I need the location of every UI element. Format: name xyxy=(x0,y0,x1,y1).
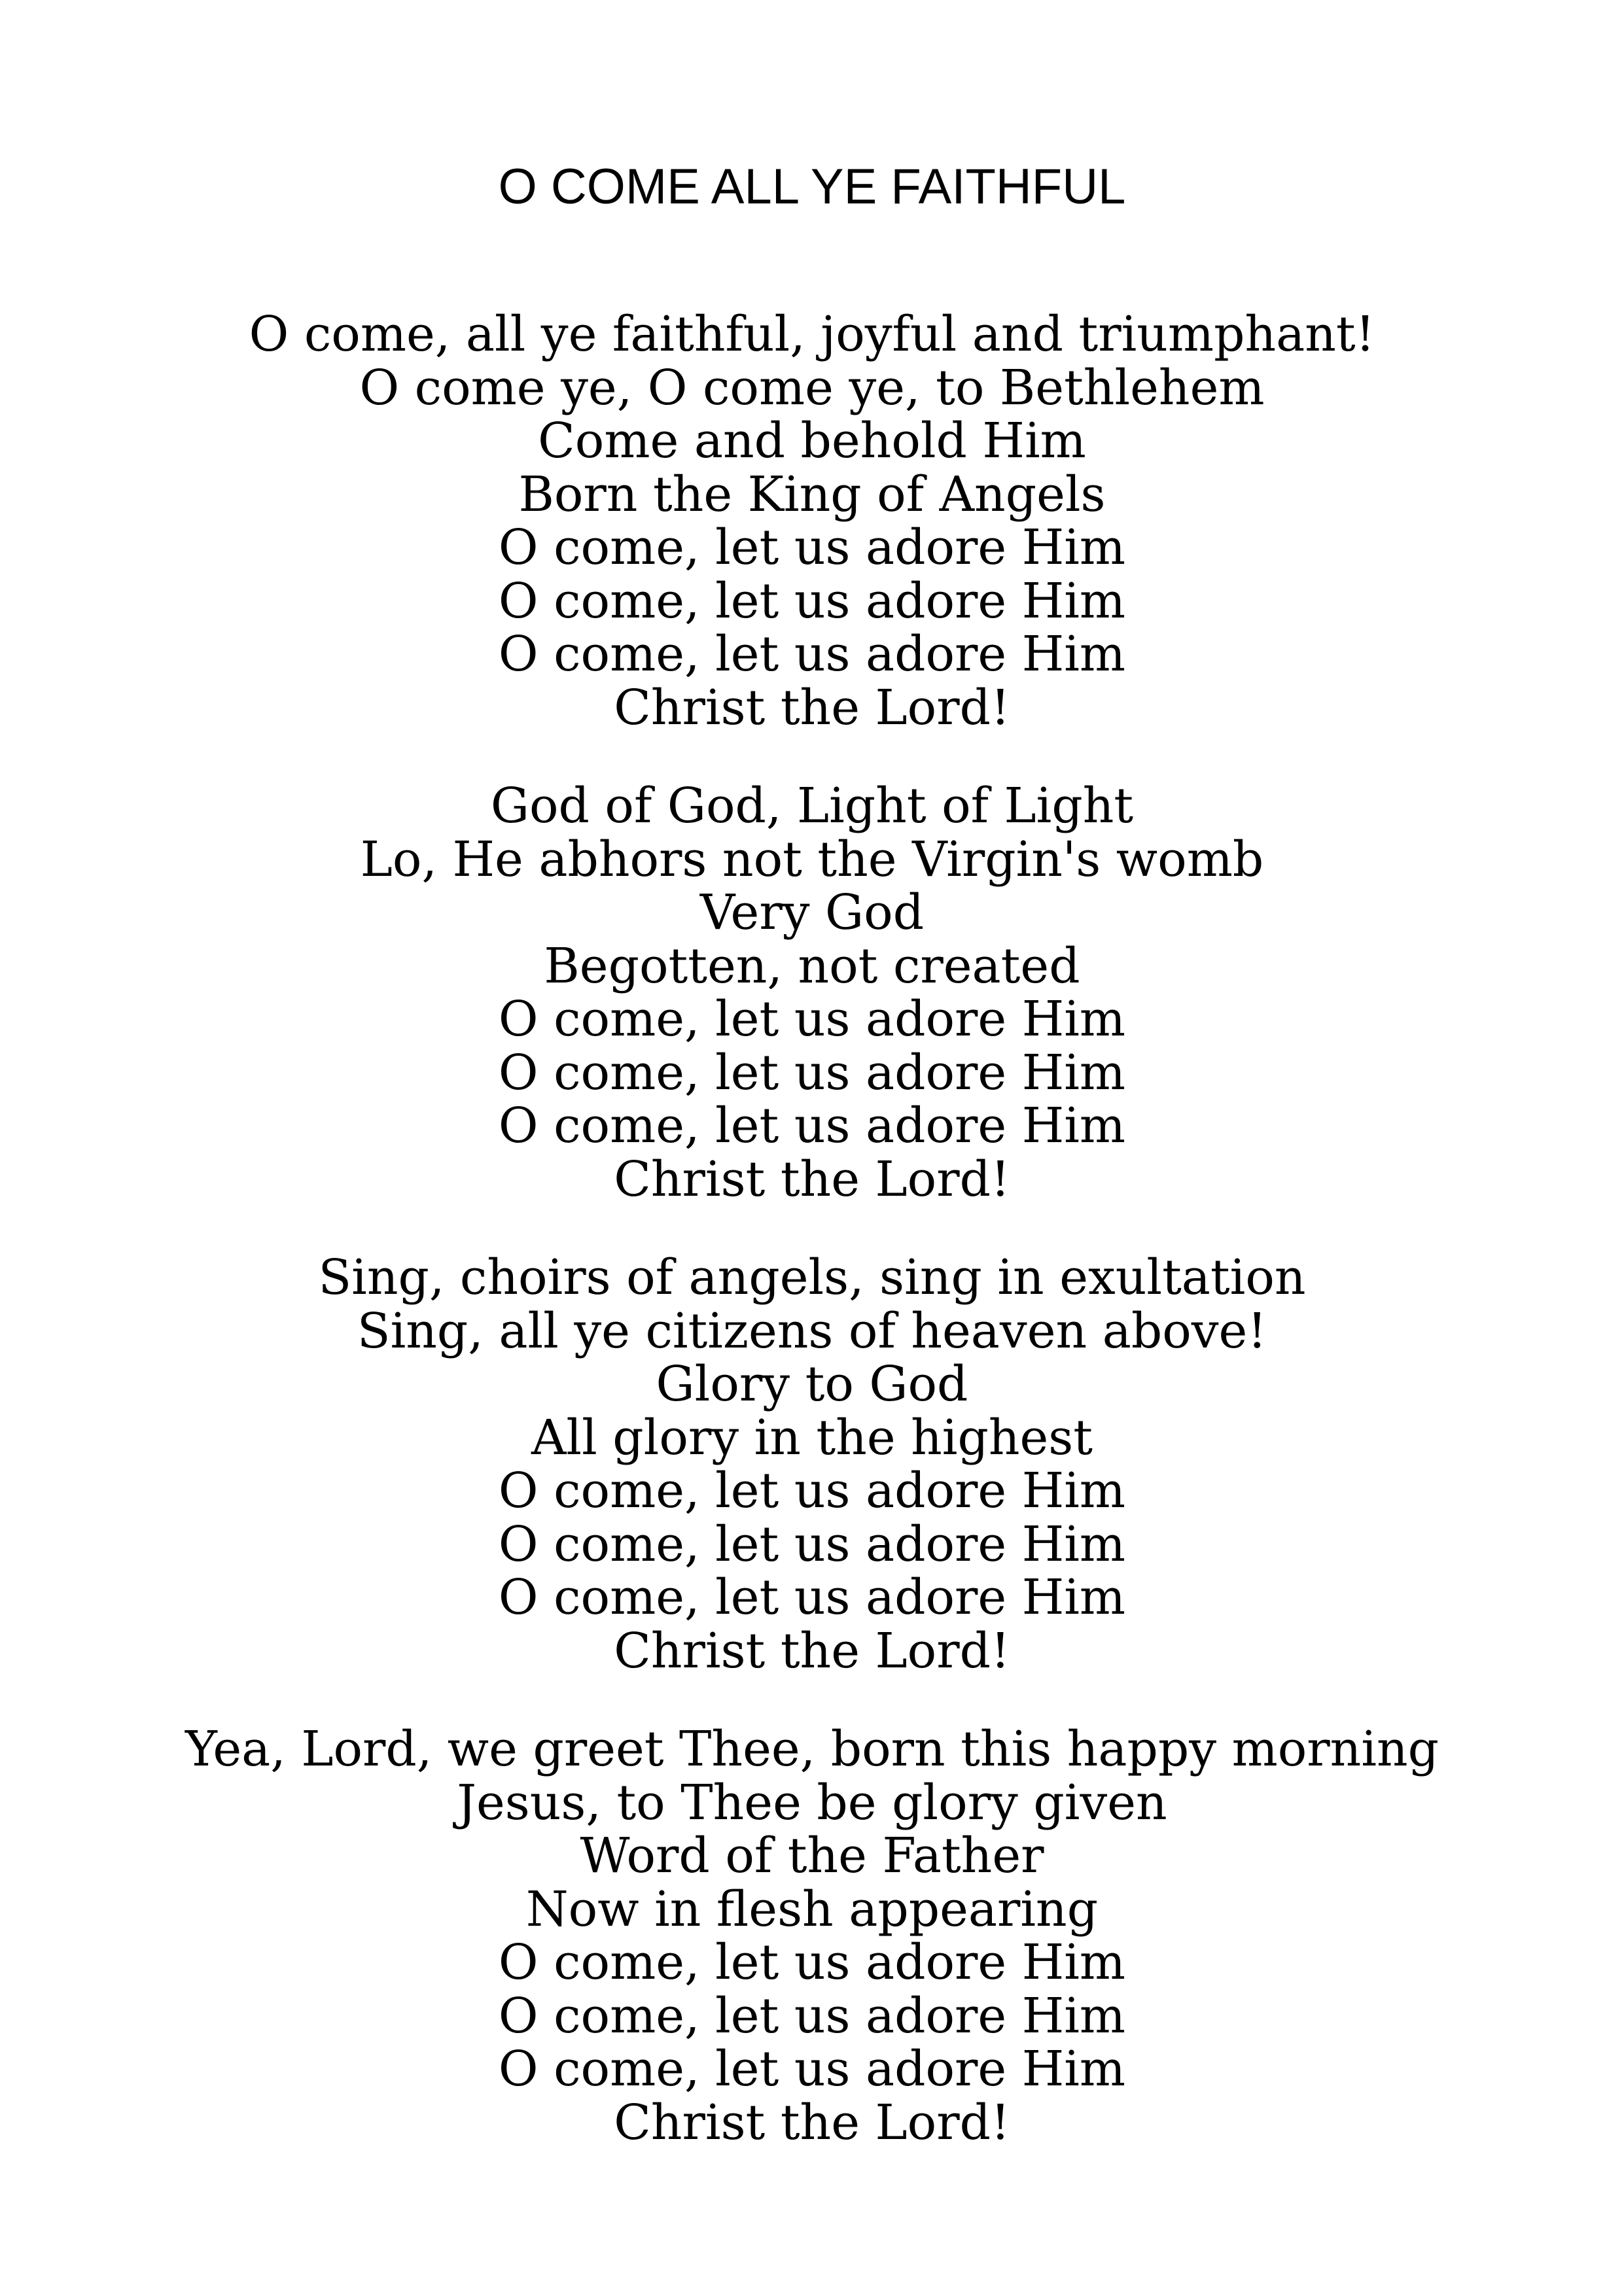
verse-1 xyxy=(0,308,1624,735)
lyric-line: Come and behold Him xyxy=(538,413,1086,469)
lyric-line: Very God xyxy=(699,884,925,941)
lyric-line: Christ the Lord! xyxy=(614,1622,1010,1679)
lyric-line: Jesus, to Thee be glory given xyxy=(457,1774,1167,1831)
lyric-line: Word of the Father xyxy=(580,1828,1044,1884)
lyric-line: O come, let us adore Him xyxy=(498,991,1126,1047)
lyric-line: Begotten, not created xyxy=(544,937,1080,994)
lyric-line: O come, all ye faithful, joyful and triumphant! xyxy=(249,306,1375,362)
lyric-line: Now in flesh appearing xyxy=(525,1881,1099,1938)
lyric-line: Yea, Lord, we greet Thee, born this happy morning xyxy=(185,1721,1439,1777)
lyric-line: Sing, choirs of angels, sing in exultation xyxy=(318,1249,1306,1306)
lyric-line: Born the King of Angels xyxy=(518,466,1106,523)
lyric-line: O come, let us adore Him xyxy=(498,1569,1126,1626)
song-title: O COME ALL YE FAITHFUL xyxy=(498,159,1126,215)
lyric-line: O come, let us adore Him xyxy=(498,1098,1126,1154)
lyric-line: Christ the Lord! xyxy=(614,2094,1010,2151)
lyric-line: Sing, all ye citizens of heaven above! xyxy=(357,1302,1267,1359)
verse-3 xyxy=(0,1251,1624,1678)
lyric-line: O come ye, O come ye, to Bethlehem xyxy=(359,359,1265,416)
lyric-line: O come, let us adore Him xyxy=(498,1934,1126,1991)
lyric-line: Lo, He abhors not the Virgin's womb xyxy=(360,831,1264,888)
lyric-line: O come, let us adore Him xyxy=(498,572,1126,629)
lyric-line: O come, let us adore Him xyxy=(498,1987,1126,2044)
lyric-line: God of God, Light of Light xyxy=(490,778,1134,834)
lyric-line: O come, let us adore Him xyxy=(498,1516,1126,1573)
lyric-line: Christ the Lord! xyxy=(614,1151,1010,1208)
verse-4 xyxy=(0,1723,1624,2149)
lyric-line: Glory to God xyxy=(656,1356,968,1412)
lyric-line: Christ the Lord! xyxy=(614,679,1010,736)
lyric-line: O come, let us adore Him xyxy=(498,626,1126,682)
lyric-line: O come, let us adore Him xyxy=(498,1463,1126,1519)
verse-2 xyxy=(0,780,1624,1206)
lyric-line: O come, let us adore Him xyxy=(498,1044,1126,1101)
lyric-line: All glory in the highest xyxy=(531,1409,1093,1466)
lyric-line: O come, let us adore Him xyxy=(498,2041,1126,2097)
lyric-line: O come, let us adore Him xyxy=(498,519,1126,576)
